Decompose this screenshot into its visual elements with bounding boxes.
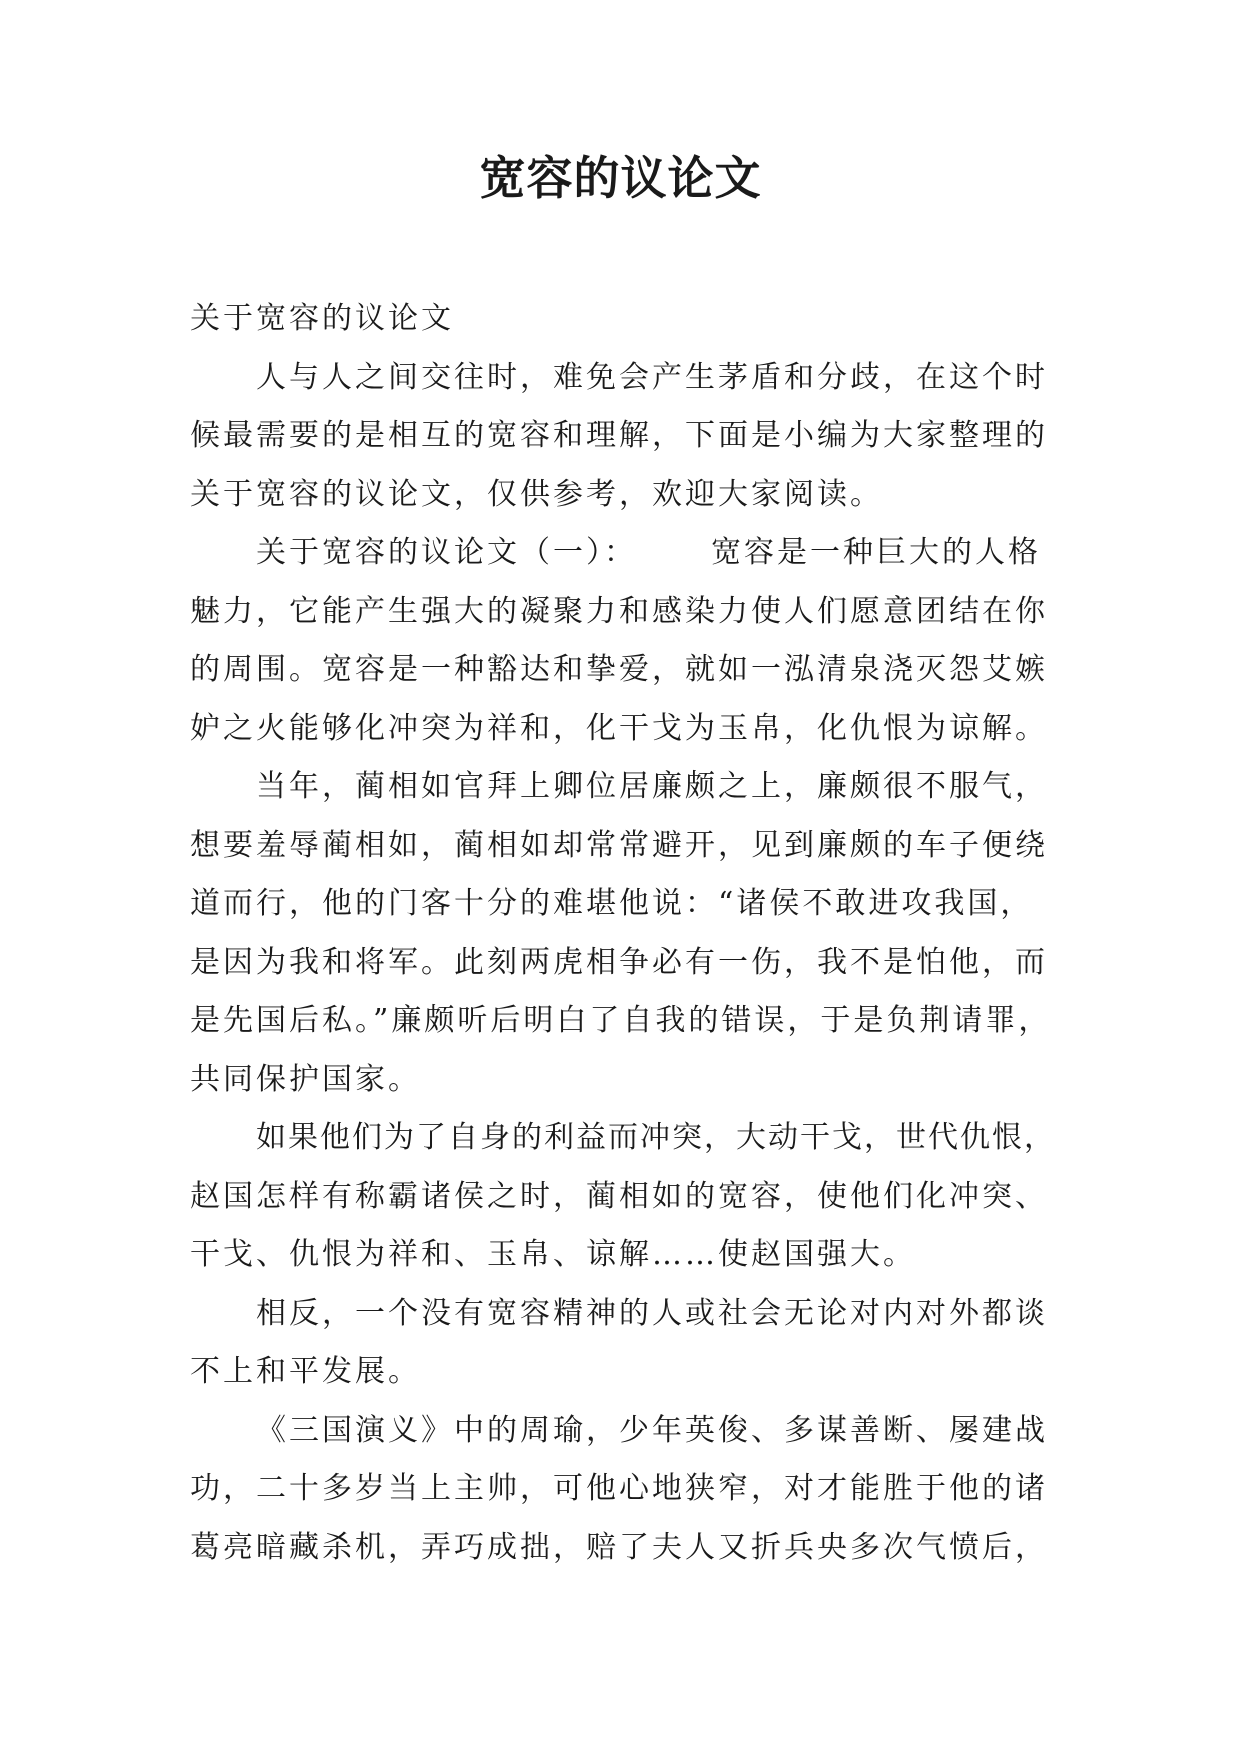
document-body (190, 290, 1065, 1577)
paragraph-text: 宽容是一种巨大的人格 (711, 535, 1041, 570)
paragraph-line: 道而行，他的门客十分的难堪他说：“诸侯不敢进攻我国， (190, 886, 1034, 921)
paragraph-line: 是先国后私。”廉颇听后明白了自我的错误，于是负荆请罪， (190, 1003, 1052, 1038)
paragraph-line: 不上和平发展。 (190, 1354, 421, 1389)
paragraph-line: 葛亮暗藏杀机，弄巧成拙，赔了夫人又折兵央多次气愤后， (190, 1529, 1048, 1565)
subtitle-line: 关于宽容的议论文 (190, 301, 454, 336)
paragraph-line: 干戈、仇恨为祥和、玉帛、谅解……使赵国强大。 (190, 1237, 916, 1272)
paragraph-line: 功，二十多岁当上主帅，可他心地狭窄，对才能胜于他的诸 (190, 1471, 1048, 1506)
paragraph-line: 赵国怎样有称霸诸侯之时，蔺相如的宽容，使他们化冲突、 (190, 1178, 1048, 1214)
paragraph-line (190, 524, 1065, 583)
paragraph-line: 《三国演义》中的周瑜，少年英俊、多谋善断、屡建战 (256, 1412, 1048, 1448)
section-heading: 关于宽容的议论文（一）： (256, 535, 637, 570)
paragraph-line: 如果他们为了自身的利益而冲突，大动干戈，世代仇恨， (256, 1120, 1056, 1155)
paragraph-line: 想要羞辱蔺相如，蔺相如却常常避开，见到廉颇的车子便绕 (190, 827, 1048, 863)
paragraph-line: 人与人之间交往时，难免会产生茅盾和分歧，在这个时 (256, 359, 1048, 395)
paragraph-line: 当年，蔺相如官拜上卿位居廉颇之上，廉颇很不服气， (256, 769, 1048, 804)
paragraph-line: 候最需要的是相互的宽容和理解，下面是小编为大家整理的 (190, 418, 1048, 453)
paragraph-line: 关于宽容的议论文，仅供参考，欢迎大家阅读。 (190, 476, 883, 512)
document-title: 宽容的议论文 (479, 151, 762, 205)
paragraph-line: 的周围。宽容是一种豁达和挚爱，就如一泓清泉浇灭怨艾嫉 (190, 652, 1048, 687)
paragraph-line: 共同保护国家。 (190, 1061, 421, 1097)
paragraph-line: 相反，一个没有宽容精神的人或社会无论对内对外都谈 (256, 1295, 1048, 1331)
paragraph-line: 魅力，它能产生强大的凝聚力和感染力使人们愿意团结在你 (190, 593, 1048, 629)
paragraph-line: 是因为我和将军。此刻两虎相争必有一伤，我不是怕他，而 (190, 944, 1048, 980)
paragraph-line: 妒之火能够化冲突为祥和，化干戈为玉帛，化仇恨为谅解。 (190, 710, 1048, 746)
